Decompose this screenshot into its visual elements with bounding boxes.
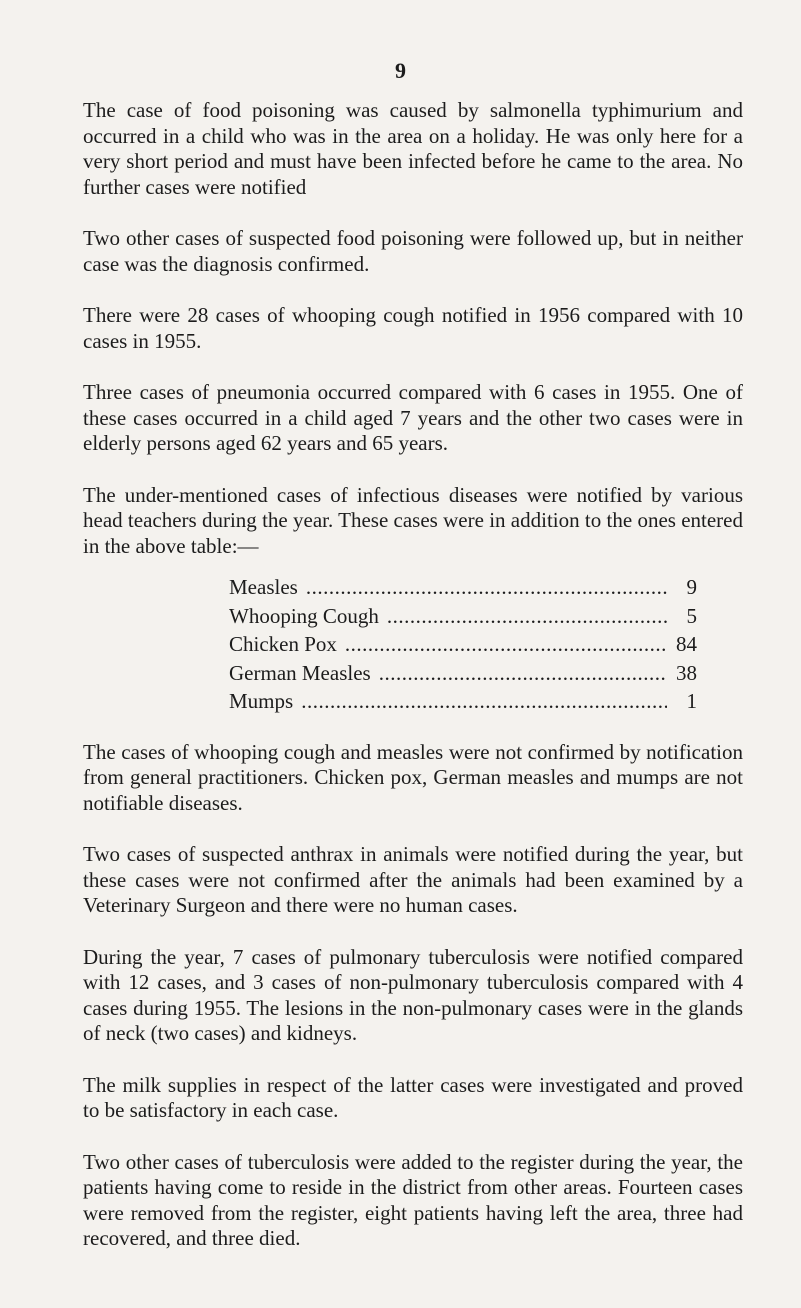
disease-name: Whooping Cough [229,603,379,628]
paragraph-tuberculosis-register: Two other cases of tuberculosis were added to the register during the year, the patients having come to reside in the district from other areas. Fourteen cases were removed from the register, eight patients having left the area, three had recovered, and three died. [83,1149,743,1250]
page-number: 9 [395,58,406,83]
disease-name: Measles [229,575,298,599]
table-row [229,687,697,716]
disease-name: Chicken Pox [229,632,337,656]
disease-name: German Measles [229,660,371,685]
table-row [229,602,697,631]
school-notifications-table [229,573,697,716]
paragraph-pneumonia: Three cases of pneumonia occurred compared with 6 cases in 1955. One of these cases occurred in a child aged 7 years and the other two cases were in elderly persons aged 62 years and 65 years. [83,380,743,455]
dot-leader [345,630,667,658]
case-count: 38 [676,660,697,685]
disease-name: Mumps [229,689,294,713]
table-row [229,659,697,688]
paragraph-milk-supplies: The milk supplies in respect of the latter cases were investigated and proved to be satisfactory in each case. [83,1072,743,1122]
dot-leader [301,687,667,715]
table-row [229,573,697,602]
case-count: 5 [686,603,697,628]
dot-leader [306,573,667,601]
paragraph-anthrax: Two cases of suspected anthrax in animals were notified during the year, but these cases were not confirmed after the animals had been examined by a Veterinary Surgeon and there were no human cases. [83,842,743,917]
case-count: 84 [676,632,697,656]
body-text [83,98,743,1252]
paragraph-suspected-food-poisoning: Two other cases of suspected food poisoning were followed up, but in neither case was the diagnosis confirmed. [83,226,743,276]
paragraph-head-teacher-notifications: The under-mentioned cases of infectious diseases were notified by various head teachers during the year. These cases were in addition to the ones entered in the above table:— [83,482,743,558]
paragraph-food-poisoning-case: The case of food poisoning was caused by salmonella typhimurium and occurred in a child who was in the area on a holiday. He was only here for a very short period and must have been infected before he came to the area. No further cases were notified [83,98,743,199]
dot-leader [387,602,667,630]
case-count: 9 [686,575,697,599]
case-count: 1 [686,689,697,713]
dot-leader [379,659,667,687]
paragraph-confirmation-note: The cases of whooping cough and measles were not confirmed by notification from general practitioners. Chicken pox, German measles and mumps are not notifiable diseases. [83,739,743,815]
paragraph-whooping-cough: There were 28 cases of whooping cough notified in 1956 compared with 10 cases in 1955. [83,303,743,353]
paragraph-tuberculosis-notified: During the year, 7 cases of pulmonary tuberculosis were notified compared with 12 cases, and 3 cases of non-pulmonary tuberculosis compared with 4 cases during 1955. The lesions in the non-pulmonary cases were in the glands of neck (two cases) and kidneys. [83,944,743,1045]
table-row [229,630,697,659]
